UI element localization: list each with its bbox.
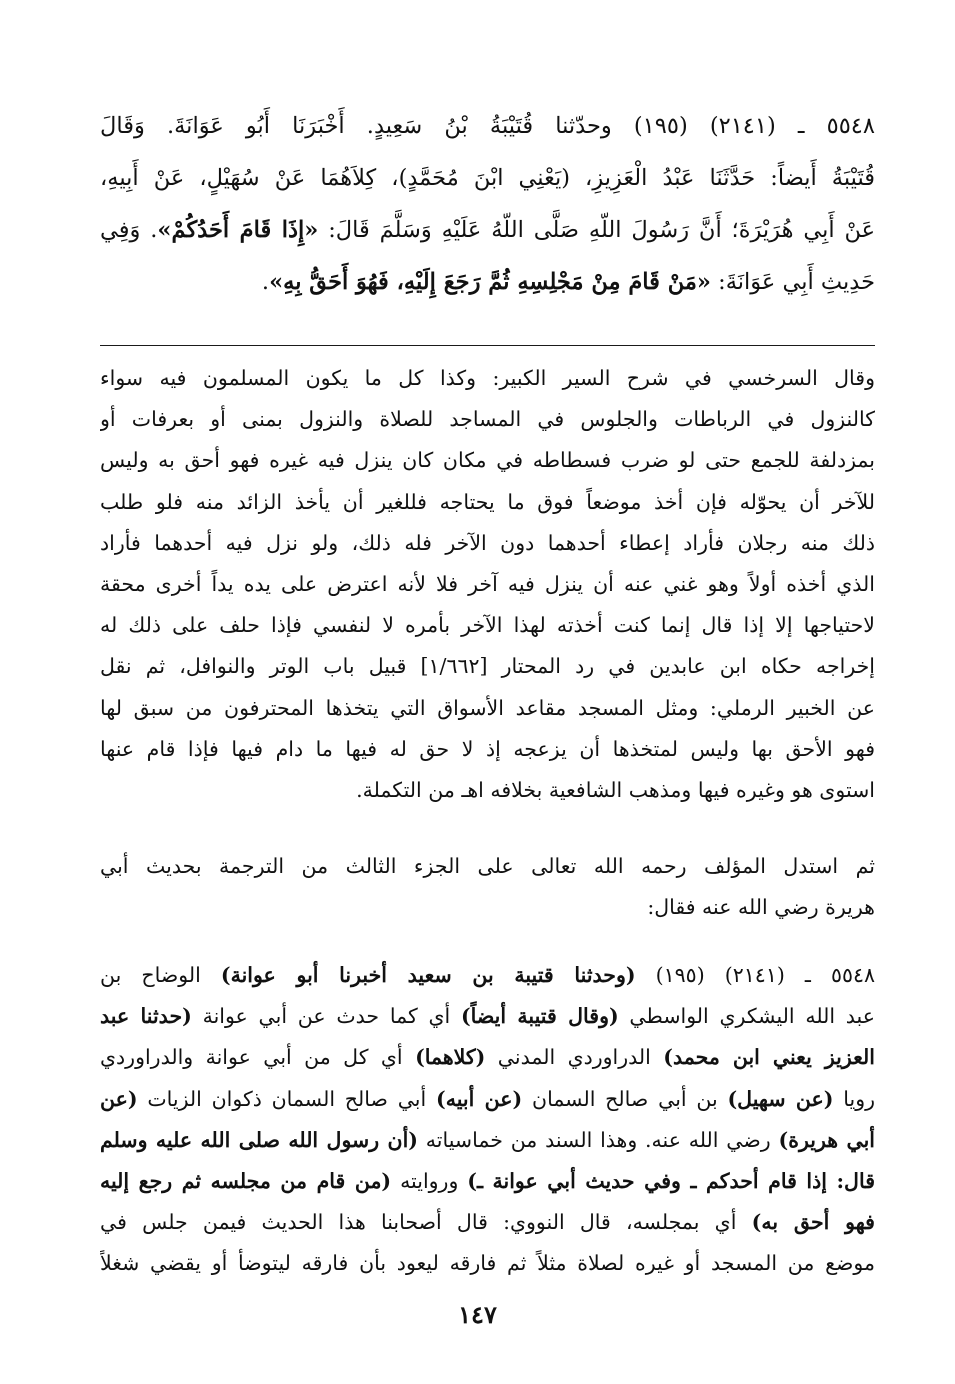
commentary-line bbox=[100, 564, 875, 605]
commentary-line bbox=[100, 1161, 875, 1202]
bold-text-segment: (حدثنا عبد bbox=[100, 1004, 192, 1029]
text-segment: كالنزول في الرباطات والجلوس في المساجد للصلاة والنزول بمنى أو بعرفات أو bbox=[100, 407, 875, 432]
text-segment: . bbox=[261, 269, 270, 295]
text-segment: موضع من المسجد أو غيره لصلاة مثلاً ثم فارقه ليعود بأن فارقه ليتوضأ أو يقضي شغلاً bbox=[100, 1251, 875, 1276]
text-segment: الدراوردي المدني bbox=[485, 1045, 664, 1070]
text-segment: للآخر أن يحوّله فإن أخذ موضعاً فوق ما يحتاجه فللغير أن يأخذ الزائد منه فلو طلب bbox=[100, 489, 875, 514]
commentary-line bbox=[100, 770, 875, 811]
commentary-line bbox=[100, 440, 875, 481]
text-segment: عبد الله اليشكري الواسطي bbox=[618, 1004, 875, 1029]
text-segment: قُتَيْبَةُ أَيضاً: حَدَّثَنَا عَبْدُ الْعَزِيزِ، (يَعْنِي ابْنَ مُحَمَّدٍ)، كِلاَهُمَا عَنْ سُهَيْلٍ، عَنْ أَبِيهِ، bbox=[100, 165, 875, 191]
bold-text-segment: «مَنْ قَامَ مِنْ مَجْلِسِهِ ثُمَّ رَجَعَ إِلَيْهِ، فَهُوَ أَحَقُّ بِهِ» bbox=[269, 269, 711, 295]
text-segment: حَدِيثِ أَبِي عَوَانَةَ: bbox=[710, 269, 875, 295]
text-segment: الذي أخذه أولاً وهو غني عنه أن ينزل فيه آخر فلا لأنه اعترض على يده يداً أخرى محقة bbox=[100, 571, 875, 596]
text-segment: هريرة رضي الله عنه فقال: bbox=[647, 895, 875, 920]
text-segment: وروايته bbox=[391, 1168, 468, 1193]
bold-text-segment: «إِذَا قَامَ أَحَدُكُمْ» bbox=[157, 217, 319, 243]
hadith-line bbox=[100, 256, 875, 308]
text-segment: أبي صالح السمان ذكوان الزيات bbox=[137, 1086, 436, 1111]
bold-text-segment: قال: إذا قام أحدكم ـ وفي حديث أبي عوانة ـ) bbox=[467, 1168, 875, 1193]
text-segment: ٥٥٤٨ ـ (٢١٤١) (١٩٥) وحدّثنا قُتَيْبَةُ بْنُ سَعِيدٍ. أَخْبَرَنَا أَبُو عَوَانَةَ. وَقَالَ bbox=[100, 113, 875, 139]
bold-text-segment: العزيز يعني ابن محمد) bbox=[663, 1045, 875, 1070]
commentary-paragraph-2 bbox=[100, 846, 875, 928]
commentary-line bbox=[100, 996, 875, 1037]
commentary-line bbox=[100, 1079, 875, 1120]
text-segment: أي كل من أبي عوانة والدراوردي bbox=[100, 1045, 416, 1070]
text-segment: بمزدلفة للجمع حتى لو ضرب فسطاطه في مكان كان ينزل فيه غيره فهو أحق به وليس bbox=[100, 448, 875, 473]
commentary-line bbox=[100, 887, 875, 928]
hadith-line bbox=[100, 204, 875, 256]
text-segment: ثم استدل المؤلف رحمه الله تعالى على الجزء الثالث من الترجمة بحديث أبي bbox=[100, 854, 875, 878]
text-segment: لاحتياجها إلا إذا قال إنما كنت أخذته لهذا الآخر بأمره لا لنفسي فإذا حلف على ذلك له bbox=[100, 613, 875, 638]
hadith-line bbox=[100, 100, 875, 152]
text-segment: أي بمجلسه، قال النووي: قال أصحابنا هذا الحديث فيمن جلس في bbox=[100, 1210, 752, 1235]
commentary-paragraph-1 bbox=[100, 358, 875, 811]
text-segment: عن الخبير الرملي: ومثل المسجد مقاعد الأسواق التي يتخذها المحترفون من سبق لها bbox=[100, 695, 875, 720]
commentary-line bbox=[100, 1120, 875, 1161]
commentary-line bbox=[100, 646, 875, 687]
text-segment: بن أبي صالح السمان bbox=[522, 1086, 728, 1111]
bold-text-segment: (وحدثنا قتيبة بن سعيد أخبرنا أبو عوانة) bbox=[220, 963, 636, 987]
bold-text-segment: (عن أبيه) bbox=[436, 1086, 523, 1111]
text-segment: عَنْ أَبِي هُرَيْرَةَ؛ أَنَّ رَسُولَ اللّهِ صَلَّى اللّهُ عَلَيْهِ وَسَلَّمَ قَالَ: bbox=[318, 217, 875, 243]
bold-text-segment: (عن سهيل) bbox=[727, 1086, 834, 1111]
commentary-line bbox=[100, 1202, 875, 1243]
text-segment: استوى هو وغيره فيها ومذهب الشافعية بخلافه اهـ من التكملة. bbox=[356, 777, 875, 802]
text-segment: . وَفِي bbox=[100, 217, 158, 243]
commentary-line bbox=[100, 482, 875, 523]
bold-text-segment: (من قام من مجلسه ثم رجع إليه bbox=[100, 1168, 392, 1193]
commentary-line bbox=[100, 846, 875, 887]
commentary-line bbox=[100, 358, 875, 399]
hadith-line bbox=[100, 152, 875, 204]
text-segment: فهو الأحق بها وليس لمتخذها أن يزعجه إذ لا حق له فيها ما دام فيها فإذا قام عنها bbox=[100, 736, 875, 761]
commentary-line bbox=[100, 729, 875, 770]
hadith-text bbox=[100, 100, 875, 308]
commentary-line bbox=[100, 399, 875, 440]
page-number: ١٤٧ bbox=[458, 1300, 497, 1329]
commentary-line bbox=[100, 1243, 875, 1284]
commentary-line bbox=[100, 688, 875, 729]
text-segment: رويا bbox=[833, 1086, 875, 1111]
bold-text-segment: (كلاهما) bbox=[415, 1045, 486, 1070]
text-segment: إخراجه حكاه ابن عابدين في رد المحتار [١/٦٦٢] قبيل باب الوتر والنوافل، ثم نقل bbox=[100, 654, 875, 679]
text-segment: رضي الله عنه. وهذا السند من خماسياته bbox=[418, 1127, 779, 1152]
commentary-line bbox=[100, 605, 875, 646]
text-segment: أي كما حدث عن أبي عوانة bbox=[191, 1004, 461, 1029]
commentary-line bbox=[100, 955, 875, 996]
text-segment: ٥٥٤٨ ـ (٢١٤١) (١٩٥) bbox=[635, 963, 875, 987]
commentary-line bbox=[100, 523, 875, 564]
footnote-divider bbox=[100, 345, 875, 346]
text-segment: وقال السرخسي في شرح السير الكبير: وكذا كل ما يكون المسلمون فيه سواء bbox=[100, 366, 875, 390]
bold-text-segment: (عن bbox=[100, 1086, 138, 1111]
bold-text-segment: أبي هريرة) bbox=[778, 1127, 875, 1152]
text-segment: ذلك منه رجلان فأراد إعطاء أحدهما دون الآخر فله ذلك، ولو نزل فيه أحدهما فأراد bbox=[100, 530, 875, 555]
commentary-paragraph-3 bbox=[100, 955, 875, 1285]
commentary-line bbox=[100, 1037, 875, 1078]
bold-text-segment: فهو أحق به) bbox=[751, 1210, 875, 1235]
bold-text-segment: (وقال قتيبة أيضاً) bbox=[460, 1004, 619, 1029]
bold-text-segment: (أن رسول الله صلى الله عليه وسلم bbox=[100, 1127, 418, 1152]
text-segment: الوضاح بن bbox=[100, 963, 221, 987]
